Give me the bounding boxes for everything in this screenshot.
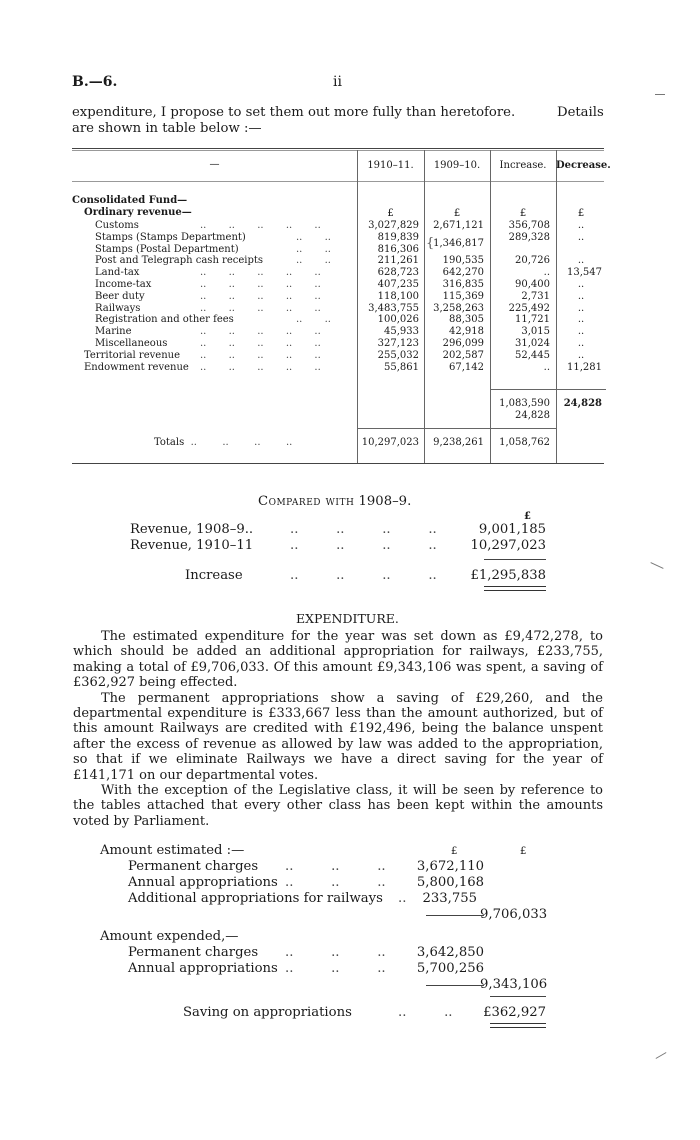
margin-mark bbox=[650, 562, 663, 569]
expended-total: 9,343,106 bbox=[480, 977, 548, 992]
expended-row-1-dots: .. .. .. bbox=[285, 945, 386, 960]
row-value-1909-10: 67,142 bbox=[449, 361, 484, 373]
row-value-increase: .. bbox=[543, 267, 550, 279]
row-dots: .. .. .. .. .. bbox=[200, 349, 321, 361]
row-label: Post and Telegraph cash receipts bbox=[95, 255, 264, 267]
compared-currency: £ bbox=[524, 511, 531, 522]
expenditure-heading: EXPENDITURE. bbox=[296, 611, 399, 626]
currency-decrease: £ bbox=[577, 208, 585, 219]
expenditure-paragraph-2: The permanent appropriations show a saving of £29,260, and the departmental expenditure is £333,667 less than the amount authorized, but of this amount Railways are credited with £192,496, being the balance unspent after the excess of revenue as allowed by law was added to the appropriation, so that if we eliminate Railways we have a direct saving for the year of £141,171 on our departmental votes. bbox=[73, 690, 603, 783]
row-value-decrease: .. bbox=[577, 314, 585, 326]
intro-details: Details bbox=[557, 105, 604, 120]
compared-row-1-dots: .. .. .. .. bbox=[290, 522, 437, 537]
row-value-1910-11: 628,723 bbox=[377, 267, 419, 279]
row-dots: .. .. bbox=[296, 243, 331, 255]
col-header-1909-10: 1909–10. bbox=[433, 160, 481, 171]
row-value-increase: 11,721 bbox=[515, 314, 550, 326]
expended-label: Amount expended,— bbox=[100, 929, 239, 944]
estimated-row-2-label: Annual appropriations bbox=[128, 875, 278, 890]
compared-row-1-value: 9,001,185 bbox=[478, 522, 546, 537]
saving-value: £362,927 bbox=[483, 1005, 546, 1020]
currency-increase: £ bbox=[519, 208, 527, 219]
row-value-1910-11: 45,933 bbox=[384, 326, 419, 338]
row-label: Registration and other fees bbox=[95, 314, 234, 326]
row-value-1910-11: 3,027,829 bbox=[368, 220, 419, 231]
estimated-dash-rule bbox=[426, 915, 484, 916]
row-value-increase: 356,708 bbox=[508, 220, 550, 231]
currency-1910-11: £ bbox=[387, 208, 394, 219]
totals-label: Totals .. .. .. .. bbox=[154, 437, 293, 448]
row-dots: .. .. bbox=[296, 231, 331, 243]
row-label: Stamps (Postal Department) bbox=[95, 243, 239, 255]
stamps-brace: { bbox=[426, 236, 435, 251]
row-value-1910-11: 3,483,755 bbox=[368, 302, 419, 314]
expended-row-1-label: Permanent charges bbox=[128, 945, 259, 960]
row-value-1909-10: 202,587 bbox=[442, 349, 484, 361]
row-value-decrease: 13,547 bbox=[567, 267, 602, 279]
col-header-1910-11: 1910–11. bbox=[367, 160, 414, 171]
row-value-increase: .. bbox=[543, 361, 550, 373]
margin-mark bbox=[656, 1052, 667, 1059]
subtotal-decrease: 24,828 bbox=[563, 398, 602, 409]
expended-row-2-label: Annual appropriations bbox=[128, 961, 278, 976]
expended-row-2-value: 5,700,256 bbox=[416, 961, 484, 976]
row-value-increase: 90,400 bbox=[515, 279, 550, 290]
intro-line-1: expenditure, I propose to set them out more fully than heretofore. bbox=[72, 105, 516, 120]
row-value-1909-10: 2,671,121 bbox=[433, 220, 484, 231]
subtotal-rule bbox=[490, 389, 606, 390]
estimated-row-3-dots: .. bbox=[398, 891, 407, 906]
row-value-1909-10: 296,099 bbox=[442, 338, 484, 349]
expenditure-paragraph-1: The estimated expenditure for the year was set down as £9,472,278, to which should be added an additional appropriation for railways, £233,755, making a total of £9,706,033. Of this amount £9,343,106 was spent, a saving of £362,927 being effected. bbox=[73, 629, 603, 691]
row-value-1909-10: 42,918 bbox=[449, 326, 484, 338]
estimated-total: 9,706,033 bbox=[480, 907, 548, 922]
subtotal-increase: 1,083,590 bbox=[499, 398, 550, 409]
col-header-decrease: Decrease. bbox=[556, 160, 611, 171]
row-value-decrease: .. bbox=[577, 290, 585, 302]
compared-row-2-dots: .. .. .. .. bbox=[290, 538, 437, 553]
row-dots: .. .. .. .. .. bbox=[200, 302, 321, 314]
row-value-decrease: .. bbox=[577, 326, 585, 338]
row-value-1910-11: 255,032 bbox=[377, 349, 419, 361]
row-dots: .. .. .. .. .. bbox=[200, 220, 321, 231]
row-value-decrease: .. bbox=[577, 279, 585, 290]
consolidated-fund-label: Consolidated Fund— bbox=[72, 195, 188, 206]
estimated-row-3-value: 233,755 bbox=[422, 891, 477, 906]
expended-row-1-value: 3,642,850 bbox=[416, 945, 484, 960]
row-value-1909-10: 316,835 bbox=[442, 279, 484, 290]
row-value-increase: 20,726 bbox=[515, 255, 550, 267]
row-label: Stamps (Stamps Department) bbox=[95, 231, 246, 243]
row-value-1910-11: 819,839 bbox=[377, 231, 419, 243]
total-increase: 1,058,762 bbox=[499, 437, 550, 448]
compared-increase-label: Increase bbox=[185, 568, 243, 583]
page-number: ii bbox=[333, 74, 342, 90]
table-top-rule-2 bbox=[72, 150, 604, 151]
row-dots: .. .. bbox=[296, 255, 331, 267]
compared-increase-dots: .. .. .. .. bbox=[290, 568, 437, 583]
compared-title: Compared with 1908–9. bbox=[258, 494, 412, 509]
row-dots: .. .. .. .. .. bbox=[200, 279, 321, 290]
expended-row-2-dots: .. .. .. bbox=[285, 961, 386, 976]
table-bottom-rule bbox=[72, 463, 604, 464]
row-value-1909-10: 3,258,263 bbox=[433, 302, 484, 314]
document-reference: B.—6. bbox=[72, 74, 118, 90]
intro-line-2: are shown in table below :— bbox=[72, 121, 262, 136]
estimated-row-1-label: Permanent charges bbox=[128, 859, 259, 874]
row-dots: .. .. .. .. .. bbox=[200, 290, 321, 302]
row-label: Land-tax bbox=[95, 267, 140, 279]
compared-increase-value: £1,295,838 bbox=[470, 568, 546, 583]
row-dots: .. .. .. .. .. bbox=[200, 361, 321, 373]
row-value-1909-10: 115,369 bbox=[442, 290, 484, 302]
row-value-decrease: .. bbox=[577, 231, 585, 243]
row-value-1910-11: 211,261 bbox=[377, 255, 419, 267]
row-label: Beer duty bbox=[95, 290, 145, 302]
table-top-rule bbox=[72, 148, 604, 149]
compared-double-rule bbox=[484, 586, 546, 591]
row-value-decrease: 11,281 bbox=[567, 361, 602, 373]
compared-rule bbox=[484, 559, 546, 560]
row-value-decrease: .. bbox=[577, 255, 585, 267]
estimated-label: Amount estimated :— bbox=[100, 843, 245, 858]
table-header-rule bbox=[72, 181, 604, 182]
row-value-1910-11: 118,100 bbox=[377, 290, 419, 302]
ordinary-revenue-label: Ordinary revenue— bbox=[84, 207, 192, 218]
currency-1909-10: £ bbox=[453, 208, 461, 219]
expenditure-text bbox=[73, 629, 603, 829]
row-label: Endowment revenue bbox=[84, 361, 189, 373]
compared-row-2-label: Revenue, 1910–11 bbox=[130, 538, 254, 553]
estimated-row-2-value: 5,800,168 bbox=[416, 875, 484, 890]
row-value-1910-11: 816,306 bbox=[377, 243, 419, 255]
row-label: Marine bbox=[95, 326, 132, 338]
margin-mark bbox=[655, 94, 665, 95]
totals-rule bbox=[357, 428, 557, 429]
expenditure-paragraph-3: With the exception of the Legislative class, it will be seen by reference to the tables attached that every other class has been kept within the amounts voted by Parliament. bbox=[73, 783, 603, 829]
row-label: Territorial revenue bbox=[84, 349, 180, 361]
row-value-1910-11: 55,861 bbox=[384, 361, 419, 373]
amounts-currency-2: £ bbox=[520, 846, 527, 857]
row-dots: .. .. .. .. .. bbox=[200, 326, 321, 338]
row-value-1909-10: 642,270 bbox=[442, 267, 484, 279]
row-value-decrease: .. bbox=[577, 302, 585, 314]
row-label: Railways bbox=[95, 302, 141, 314]
row-label: Income-tax bbox=[95, 279, 152, 290]
compared-row-1-label: Revenue, 1908–9.. bbox=[130, 522, 254, 537]
row-label: Customs bbox=[95, 220, 139, 231]
estimated-row-2-dots: .. .. .. bbox=[285, 875, 386, 890]
saving-label: Saving on appropriations bbox=[183, 1005, 352, 1020]
saving-dots: .. .. bbox=[398, 1005, 453, 1020]
saving-rule bbox=[490, 996, 546, 997]
subtotal-increase-less: 24,828 bbox=[515, 410, 550, 421]
row-value-decrease: .. bbox=[577, 220, 585, 231]
row-value-increase: 289,328 bbox=[508, 231, 550, 243]
row-value-increase: 31,024 bbox=[515, 338, 550, 349]
amounts-currency-1: £ bbox=[451, 846, 458, 857]
estimated-row-1-value: 3,672,110 bbox=[416, 859, 484, 874]
expended-dash-rule bbox=[426, 985, 484, 986]
estimated-row-1-dots: .. .. .. bbox=[285, 859, 386, 874]
col-header-desc: — bbox=[209, 159, 220, 170]
row-value-increase: 225,492 bbox=[508, 302, 550, 314]
row-value-1909-10: 88,305 bbox=[449, 314, 484, 326]
row-dots: .. .. .. .. .. bbox=[200, 338, 321, 349]
row-value-1910-11: 100,026 bbox=[377, 314, 419, 326]
row-value-1910-11: 407,235 bbox=[377, 279, 419, 290]
row-value-increase: 3,015 bbox=[521, 326, 550, 338]
row-value-increase: 2,731 bbox=[521, 290, 550, 302]
total-1910-11: 10,297,023 bbox=[361, 437, 419, 448]
row-value-decrease: .. bbox=[577, 349, 585, 361]
row-dots: .. .. .. .. .. bbox=[200, 267, 321, 279]
row-label: Miscellaneous bbox=[95, 338, 168, 349]
saving-double-rule bbox=[490, 1023, 546, 1028]
total-1909-10: 9,238,261 bbox=[433, 437, 484, 448]
row-value-increase: 52,445 bbox=[515, 349, 550, 361]
row-dots: .. .. bbox=[296, 314, 331, 326]
stamps-combined-1909-10: 1,346,817 bbox=[433, 238, 484, 249]
row-value-decrease: .. bbox=[577, 338, 585, 349]
col-header-increase: Increase. bbox=[499, 160, 547, 171]
estimated-row-3-label: Additional appropriations for railways bbox=[128, 891, 383, 906]
row-value-1910-11: 327,123 bbox=[377, 338, 419, 349]
row-value-1909-10: 190,535 bbox=[442, 255, 484, 267]
compared-row-2-value: 10,297,023 bbox=[470, 538, 546, 553]
